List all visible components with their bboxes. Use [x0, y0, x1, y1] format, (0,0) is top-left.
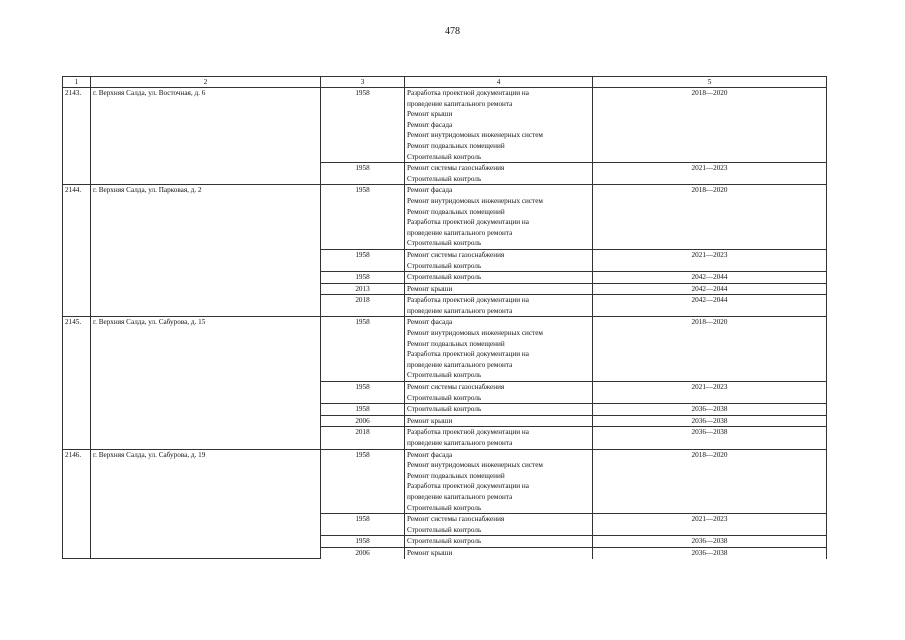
year-cell: 2006 [321, 547, 405, 558]
period-cell: 2036—2038 [593, 404, 827, 416]
work-item: Ремонт внутридомовых инженерных систем [407, 329, 543, 338]
work-item: Ремонт крыши [407, 416, 453, 425]
works-cell [405, 295, 593, 317]
period-cell: 2021—2023 [593, 163, 827, 185]
work-item: Ремонт фасада [407, 186, 453, 195]
work-item: Ремонт подвальных помещений [407, 141, 505, 150]
work-item: проведение капитального ремонта [407, 306, 513, 315]
table-body [63, 88, 827, 559]
year-cell: 1958 [321, 514, 405, 536]
year-cell: 1958 [321, 272, 405, 284]
page-number: 478 [445, 26, 460, 37]
period-cell: 2018—2020 [593, 185, 827, 250]
year-cell: 1958 [321, 382, 405, 404]
year-cell: 1958 [321, 536, 405, 548]
work-item: Разработка проектной документации на [407, 89, 529, 97]
table-row [63, 449, 827, 514]
period-cell: 2036—2038 [593, 427, 827, 449]
work-item: Ремонт внутридомовых инженерных систем [407, 131, 543, 140]
year-cell: 2018 [321, 427, 405, 449]
building-number: 2145. [63, 317, 91, 449]
period-cell: 2042—2044 [593, 295, 827, 317]
work-item: Ремонт крыши [407, 284, 453, 293]
period-cell: 2018—2020 [593, 449, 827, 514]
work-item: Разработка проектной документации на [407, 218, 529, 227]
col-header-number: 1 [63, 77, 91, 88]
work-item: Ремонт фасада [407, 318, 453, 327]
works-cell [405, 283, 593, 295]
period-cell: 2021—2023 [593, 249, 827, 271]
table-row [63, 88, 827, 163]
work-item: Строительный контроль [407, 239, 482, 248]
year-cell: 2006 [321, 415, 405, 427]
work-item: Строительный контроль [407, 152, 482, 161]
period-cell: 2021—2023 [593, 514, 827, 536]
work-item: Строительный контроль [407, 371, 482, 380]
works-cell [405, 185, 593, 250]
work-item: Строительный контроль [407, 503, 482, 512]
works-cell [405, 88, 593, 163]
work-item: Строительный контроль [407, 393, 482, 402]
col-header-address: 2 [91, 77, 321, 88]
work-item: Разработка проектной документации на [407, 428, 529, 437]
period-cell: 2042—2044 [593, 283, 827, 295]
work-item: Разработка проектной документации на [407, 350, 529, 359]
work-item: Ремонт внутридомовых инженерных систем [407, 461, 543, 470]
work-item: проведение капитального ремонта [407, 228, 513, 237]
work-item: проведение капитального ремонта [407, 439, 513, 447]
works-cell [405, 404, 593, 416]
year-cell: 1958 [321, 163, 405, 185]
building-address: г. Верхняя Салда, ул. Восточная, д. 6 [91, 88, 321, 185]
work-item: Строительный контроль [407, 525, 482, 534]
works-cell [405, 272, 593, 284]
works-cell [405, 427, 593, 449]
table-row [63, 317, 827, 382]
period-cell: 2036—2038 [593, 536, 827, 548]
period-cell: 2036—2038 [593, 547, 827, 558]
work-item: Ремонт крыши [407, 110, 453, 119]
building-address: г. Верхняя Салда, ул. Парковая, д. 2 [91, 185, 321, 317]
work-item: проведение капитального ремонта [407, 99, 513, 108]
work-item: Ремонт системы газоснабжения [407, 515, 505, 524]
works-cell [405, 449, 593, 514]
year-cell: 2013 [321, 283, 405, 295]
period-cell: 2018—2020 [593, 88, 827, 163]
work-item: Ремонт системы газоснабжения [407, 250, 505, 259]
work-item: Строительный контроль [407, 273, 482, 282]
work-item: Строительный контроль [407, 174, 482, 183]
work-item: Строительный контроль [407, 261, 482, 270]
work-item: Ремонт подвальных помещений [407, 339, 505, 348]
capital-repair-table [62, 76, 827, 559]
works-cell [405, 382, 593, 404]
col-header-year: 3 [321, 77, 405, 88]
work-item: Ремонт подвальных помещений [407, 207, 505, 216]
year-cell: 1958 [321, 317, 405, 382]
col-header-works: 4 [405, 77, 593, 88]
period-cell: 2018—2020 [593, 317, 827, 382]
building-number: 2146. [63, 449, 91, 558]
col-header-period: 5 [593, 77, 827, 88]
building-number: 2144. [63, 185, 91, 317]
work-item: Ремонт системы газоснабжения [407, 164, 505, 173]
work-item: Ремонт системы газоснабжения [407, 383, 505, 392]
work-item: Разработка проектной документации на [407, 482, 529, 491]
work-item: Ремонт внутридомовых инженерных систем [407, 196, 543, 205]
period-cell: 2042—2044 [593, 272, 827, 284]
year-cell: 1958 [321, 404, 405, 416]
work-item: Разработка проектной документации на [407, 296, 529, 305]
works-cell [405, 514, 593, 536]
year-cell: 1958 [321, 449, 405, 514]
work-item: Строительный контроль [407, 405, 482, 414]
work-item: Ремонт подвальных помещений [407, 471, 505, 480]
table-row [63, 185, 827, 250]
works-cell [405, 536, 593, 548]
work-item: проведение капитального ремонта [407, 492, 513, 501]
header-row [63, 77, 827, 88]
year-cell: 1958 [321, 185, 405, 250]
year-cell: 1958 [321, 249, 405, 271]
year-cell: 2018 [321, 295, 405, 317]
year-cell: 1958 [321, 88, 405, 163]
works-cell [405, 547, 593, 558]
work-item: Строительный контроль [407, 537, 482, 546]
work-item: Ремонт крыши [407, 548, 453, 557]
works-cell [405, 163, 593, 185]
works-cell [405, 415, 593, 427]
works-cell [405, 317, 593, 382]
period-cell: 2021—2023 [593, 382, 827, 404]
work-item: Ремонт фасада [407, 450, 453, 459]
building-address: г. Верхняя Салда, ул. Сабурова, д. 19 [91, 449, 321, 558]
building-address: г. Верхняя Салда, ул. Сабурова, д. 15 [91, 317, 321, 449]
building-number: 2143. [63, 88, 91, 185]
works-cell [405, 249, 593, 271]
period-cell: 2036—2038 [593, 415, 827, 427]
work-item: проведение капитального ремонта [407, 360, 513, 369]
work-item: Ремонт фасада [407, 120, 453, 129]
